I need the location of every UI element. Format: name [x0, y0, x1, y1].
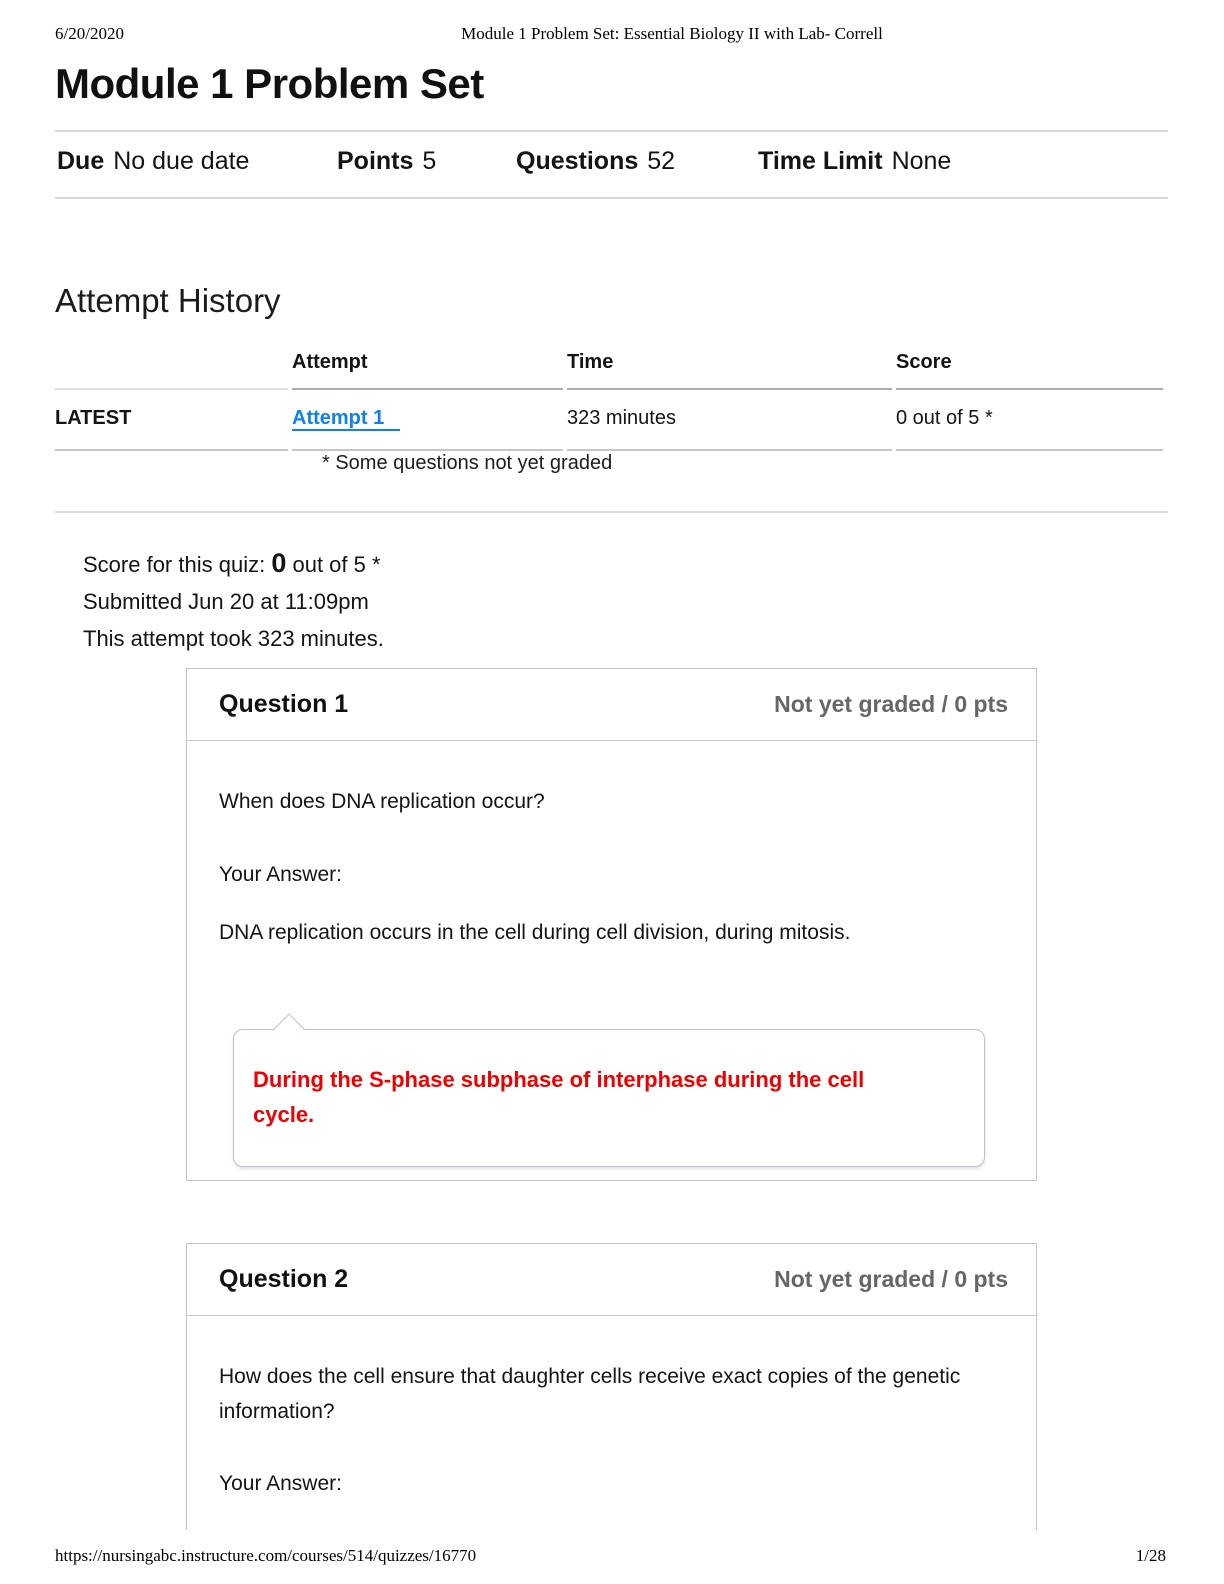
question-1-title: Question 1: [219, 690, 349, 718]
score-line: [83, 545, 384, 583]
grading-footnote: * Some questions not yet graded: [322, 452, 613, 474]
due-label: Due: [57, 147, 105, 175]
meta-time-limit: [758, 147, 951, 176]
score-prefix: Score for this quiz:: [83, 552, 266, 577]
bubble-pointer: [273, 1013, 304, 1044]
attempt-history-heading: Attempt History: [55, 282, 281, 319]
question-1-answer: DNA replication occurs in the cell during cell division, during mitosis.: [219, 921, 851, 945]
score-value: 0: [271, 548, 287, 578]
time-limit-label: Time Limit: [758, 147, 883, 175]
print-header-date: 6/20/2020: [55, 24, 124, 43]
divider: [55, 197, 1168, 199]
question-1-prompt: When does DNA replication occur?: [219, 790, 545, 813]
attempt-cell: [292, 390, 563, 451]
question-2-status: Not yet graded / 0 pts: [774, 1266, 1008, 1292]
question-card-1: [186, 668, 1037, 1181]
questions-value: 52: [647, 147, 676, 175]
question-card-2: [186, 1243, 1037, 1530]
question-1-body: [187, 741, 1036, 1167]
time-limit-value: None: [891, 147, 952, 175]
points-value: 5: [422, 147, 437, 175]
column-header-time: Time: [567, 345, 892, 390]
duration-line: This attempt took 323 minutes.: [83, 626, 384, 651]
your-answer-label: Your Answer:: [219, 1472, 342, 1496]
feedback-bubble: [233, 1029, 985, 1167]
quiz-meta-row: [0, 147, 1224, 183]
divider: [55, 130, 1168, 132]
attempt-link[interactable]: Attempt 1: [292, 407, 400, 431]
questions-label: Questions: [516, 147, 639, 175]
question-2-prompt: How does the cell ensure that daughter cells receive exact copies of the genetic information?: [219, 1365, 961, 1423]
time-cell: 323 minutes: [567, 390, 892, 451]
meta-due: [57, 147, 249, 176]
attempt-history-table: [55, 345, 1163, 451]
print-footer-page-number: 1/28: [1135, 1546, 1166, 1565]
score-cell: 0 out of 5 *: [896, 390, 1163, 451]
question-2-title: Question 2: [219, 1265, 349, 1293]
quiz-summary: [83, 545, 384, 658]
meta-questions: [516, 147, 675, 176]
print-header-title: Module 1 Problem Set: Essential Biology II with Lab- Correll: [461, 24, 883, 43]
column-header-attempt: Attempt: [292, 345, 563, 390]
latest-badge: LATEST: [55, 390, 288, 451]
question-2-body: [187, 1316, 1036, 1502]
due-value: No due date: [113, 147, 250, 175]
points-label: Points: [337, 147, 414, 175]
print-footer-url: https://nursingabc.instructure.com/courses/514/quizzes/16770: [55, 1546, 477, 1565]
meta-points: [337, 147, 436, 176]
question-2-header: [187, 1244, 1036, 1316]
question-1-feedback: During the S-phase subphase of interphase during the cell cycle.: [253, 1066, 865, 1128]
column-header-blank: [55, 345, 288, 390]
question-1-status: Not yet graded / 0 pts: [774, 691, 1008, 717]
question-1-header: [187, 669, 1036, 741]
your-answer-label: Your Answer:: [219, 862, 342, 886]
column-header-score: Score: [896, 345, 1163, 390]
submitted-line: Submitted Jun 20 at 11:09pm: [83, 589, 369, 614]
divider: [55, 511, 1168, 513]
score-suffix: out of 5 *: [292, 552, 381, 577]
page-title: Module 1 Problem Set: [55, 60, 484, 107]
